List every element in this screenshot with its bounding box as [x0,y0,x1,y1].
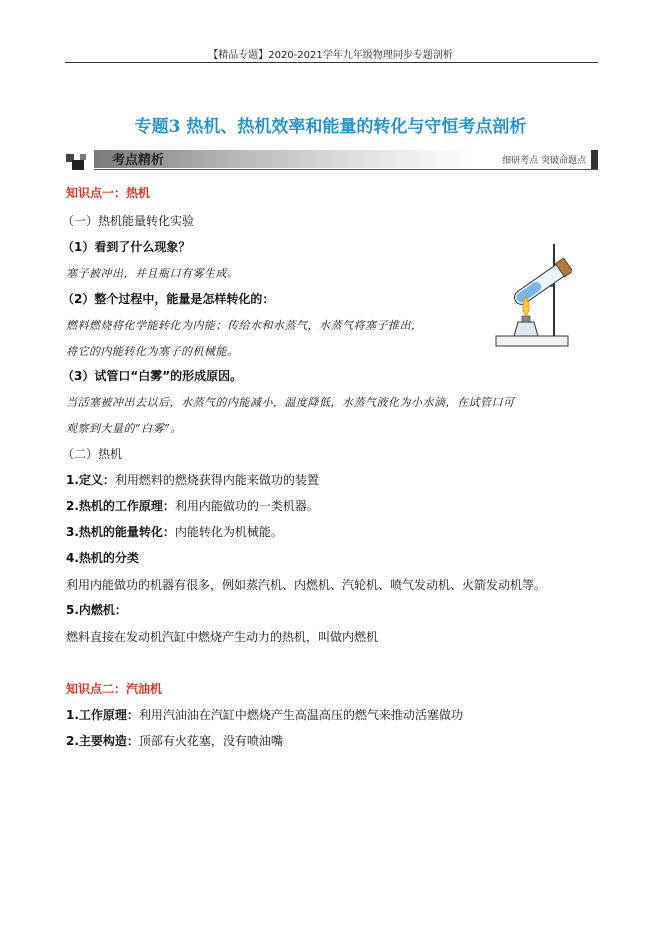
subsection-heading: （二）热机 [62,447,123,461]
answer-3-line2: 观察到大量的“白雾”。 [66,422,182,435]
item-label: 2.主要构造： [66,734,139,748]
banner-square-icon [80,154,86,160]
item-text: 利用内能做功的一类机器。 [174,499,319,513]
list-item [66,549,139,566]
item-text: 燃料直接在发动机汽缸中燃烧产生动力的热机，叫做内燃机 [66,630,379,644]
list-item [66,471,319,488]
item-text: 利用燃料的燃烧获得内能来做功的装置 [114,473,319,487]
item-text: 利用汽油油在汽缸中燃烧产生高温高压的燃气来推动活塞做功 [138,708,463,722]
banner-underline [94,169,598,170]
section1-heading: 知识点一：热机 [66,186,151,200]
question-3: （3）试管口“白雾”的形成原因。 [62,369,243,383]
item-label: 5.内燃机： [66,603,127,617]
header-divider [65,62,598,63]
item-text: 顶部有火花塞，没有喷油嘴 [138,734,283,748]
banner-label: 考点精析 [112,153,165,168]
item-label: 2.热机的工作原理： [66,499,175,513]
classification-text: 利用内能做功的机器有很多，例如蒸汽机、内燃机、汽轮机、喷气发动机、火箭发动机等。 [66,578,547,592]
banner-square-icon [72,160,84,170]
list-item [66,706,463,723]
item-label: 1.工作原理： [66,708,139,722]
list-item [66,497,319,514]
item-label: 4.热机的分类 [66,551,139,565]
answer-2-line2: 将它的内能转化为塞子的机械能。 [66,345,239,358]
section-banner [66,148,598,170]
list-item [66,523,283,540]
section2-heading: 知识点二：汽油机 [66,682,163,696]
answer-2-line1: 燃料燃烧将化学能转化为内能；传给水和水蒸气，水蒸气将塞子推出， [66,319,423,332]
item-label: 1.定义： [66,473,115,487]
item-text: 内能转化为机械能。 [174,525,283,539]
item-label: 3.热机的能量转化： [66,525,175,539]
question-2: （2）整个过程中，能量是怎样转化的： [62,292,275,306]
answer-3-line1: 当活塞被冲出去以后，水蒸气的内能减小，温度降低，水蒸气液化为小水滴，在试管口可 [66,396,515,409]
subsection-heading: （一）热机能量转化实验 [62,214,195,228]
banner-subtitle: 细研考点 突破命题点 [502,156,586,166]
answer-1: 塞子被冲出，并且瓶口有雾生成。 [66,267,239,280]
list-item [66,732,283,749]
test-tube-apparatus-illustration [492,238,572,353]
question-1: （1）看到了什么现象？ [62,240,191,254]
page-header: 【精品专题】2020-2021学年九年级物理同步专题剖析 [208,50,453,61]
banner-end-block [591,150,598,169]
page-title: 专题3 热机、热机效率和能量的转化与守恒考点剖析 [134,117,527,137]
